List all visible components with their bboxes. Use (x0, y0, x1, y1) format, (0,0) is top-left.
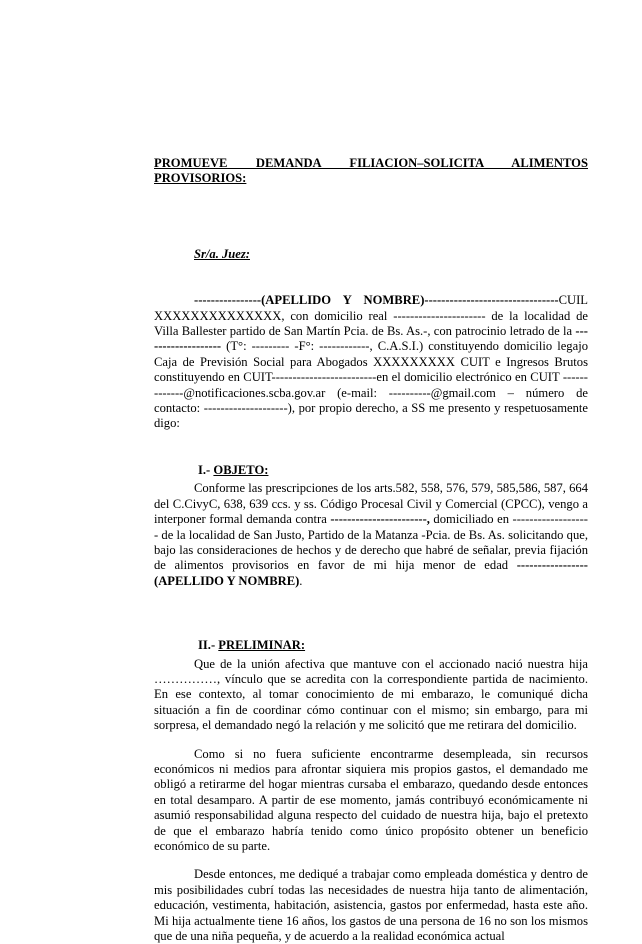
name-placeholder: ----------------(APELLIDO Y NOMBRE)-------------------------------- (194, 293, 559, 308)
section-title: OBJETO: (213, 462, 269, 477)
document-title (154, 156, 588, 187)
objeto-paragraph (154, 481, 588, 589)
salutation: Sr/a. Juez: (194, 246, 250, 261)
title-line-1: PROMUEVE DEMANDA FILIACION–SOLICITA ALIMENTOS (154, 156, 588, 170)
objeto-text-2: domiciliado en ------------------ - de la localidad de San Justo, Partido de la Matanza -Pcia. de Bs. As. solicitando que, bajo las consideraciones de hechos y de derecho que habré de señalar, previa fijación de alimentos provisorios en favor de mi hija menor de edad (154, 512, 588, 573)
child-name-placeholder: -----------------(APELLIDO Y NOMBRE) (154, 558, 588, 588)
intro-paragraph (154, 293, 588, 432)
preliminar-paragraph-3: Desde entonces, me dediqué a trabajar como empleada doméstica y dentro de mis posibilidades cubrí todas las necesidades de nuestra hija tanto de alimentación, educación, vestimenta, habitación, asistencia, gastos por enfermedad, hasta este año. Mi hija actualmente tiene 16 años, los gastos de una persona de 16 no son los mismos que de una niña pequeña, y de acuerdo a la realidad económica actual (154, 867, 588, 944)
title-line-2: PROVISORIOS: (154, 171, 247, 186)
lawyer-placeholder: ------------------- (154, 324, 588, 354)
document-body (154, 156, 588, 944)
section-number: II.- (198, 638, 219, 653)
section-heading-objeto (198, 463, 588, 478)
objeto-text-3: . (299, 573, 303, 588)
objeto-text-1: Conforme las prescripciones de los arts.582, 558, 576, 579, 585,586, 587, 664 del C.CivyC, 638, 639 ccs. y ss. Código Procesal Civil y Comercial (CPCC), vengo a interponer formal demanda contra (154, 481, 588, 527)
defendant-placeholder: -----------------------, (330, 512, 430, 527)
section-heading-preliminar (198, 638, 588, 653)
intro-text-2: (T°: --------- -F°: ------------, C.A.S.I.) constituyendo domicilio legajo Caja de Previsión Social para Abogados XXXXXXXXX CUIT e Ingresos Brutos constituyendo en CUIT-------------------------en el domicilio electrónico en CUIT -------------@notificaciones.scba.gov.ar (e-mail: ----------@gmail.com – número de contacto: --------------------), por propio derecho, a SS me presento y respetuosamente digo: (154, 339, 588, 431)
intro-text-1: CUIL XXXXXXXXXXXXXX, con domicilio real ---------------------- de la localidad de Villa Ballester partido de San Martín Pcia. de Bs. As.-, con patrocinio letrado de la (154, 293, 588, 339)
preliminar-paragraph-2: Como si no fuera suficiente encontrarme desempleada, sin recursos económicos ni medios para afrontar siquiera mis propios gastos, el demandado me obligó a retirarme del hogar mientras cursaba el embarazo, quedando desde entonces en total desamparo. A partir de ese momento, jamás contribuyó económicamente ni asumió responsabilidad alguna respecto del cuidado de nuestra hija, bajo el pretexto de que el embarazo habría tenido como único propósito obtener un beneficio económico de su parte. (154, 746, 588, 853)
section-title: PRELIMINAR: (218, 638, 306, 653)
preliminar-paragraph-1: Que de la unión afectiva que mantuve con el accionado nació nuestra hija ……………, vínculo que se acredita con la correspondiente partida de nacimiento. En ese contexto, al tomar conocimiento de mi embarazo, le comuniqué dicha situación a fin de coordinar cómo continuar con el mismo; sin embargo, para mi sorpresa, el demandado negó la relación y me solicitó que me retirara del domicilio. (154, 656, 588, 733)
section-number: I.- (198, 462, 214, 477)
